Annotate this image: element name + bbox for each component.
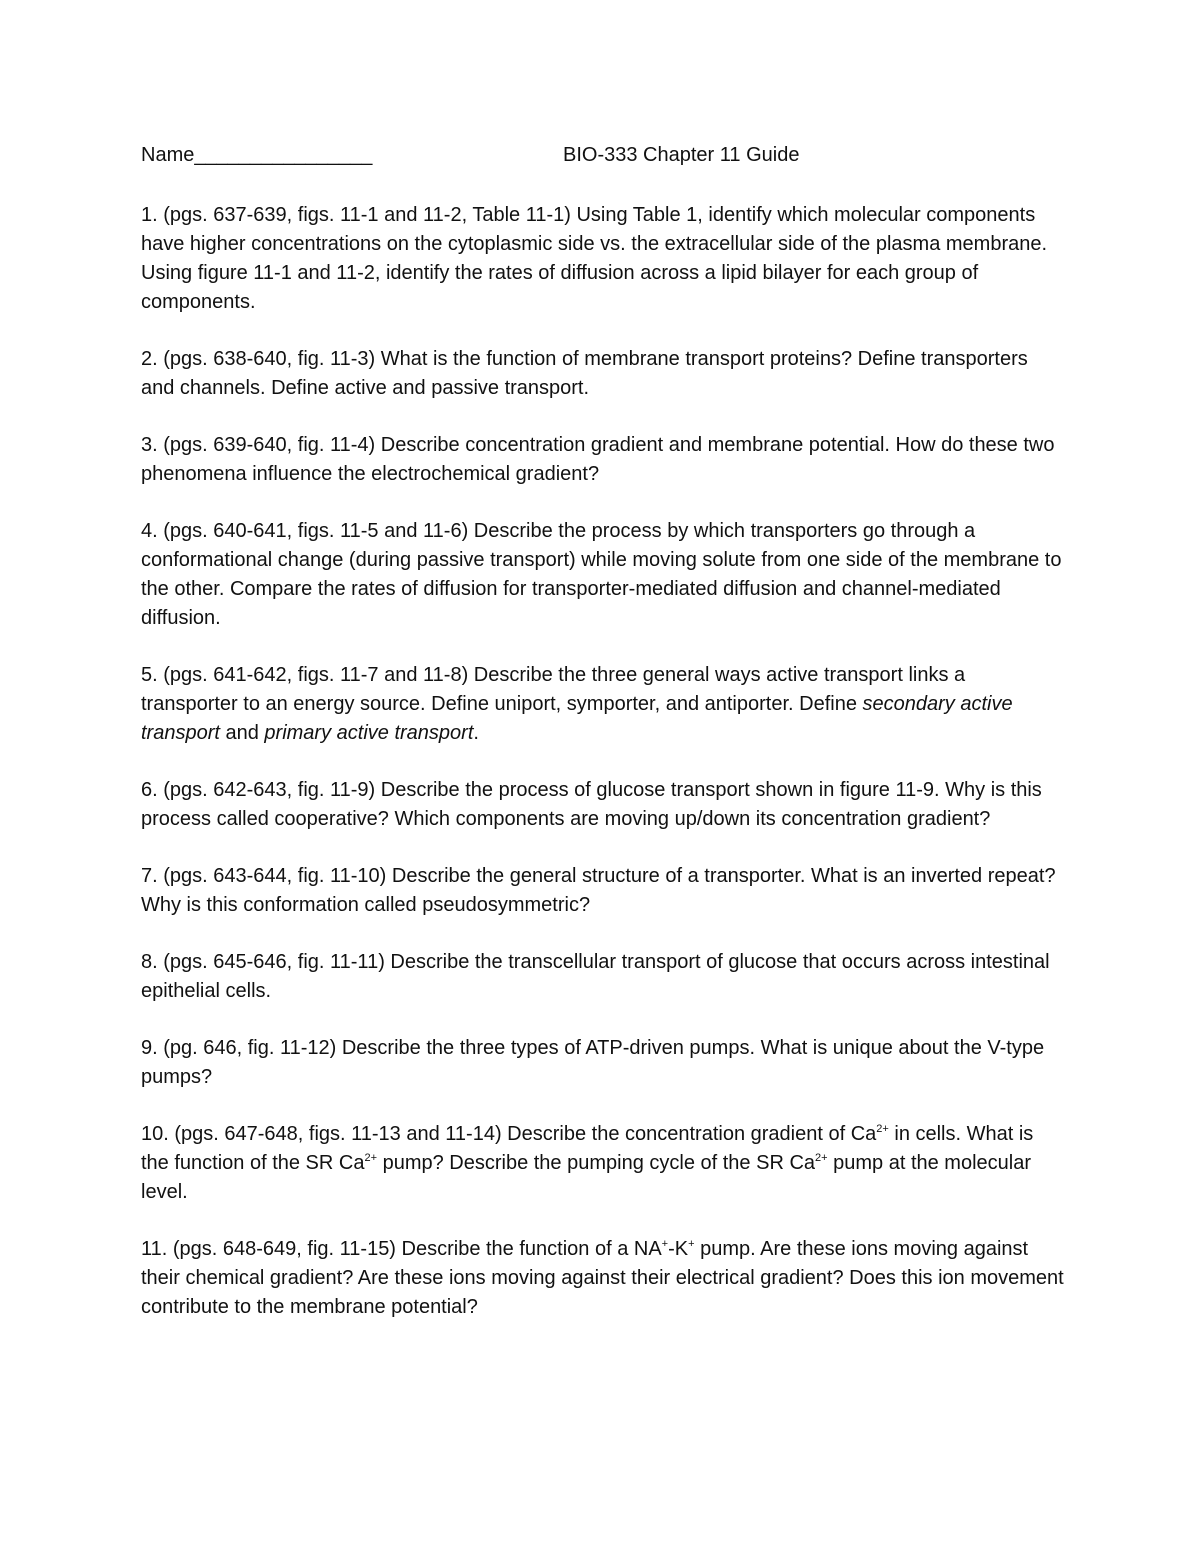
question-10-superscript-1: 2+ xyxy=(876,1123,889,1135)
question-10-superscript-2: 2+ xyxy=(364,1152,378,1164)
question-11-part-2: -K xyxy=(668,1238,689,1260)
question-11-superscript-2: + xyxy=(688,1238,695,1250)
question-10-part-3: pump? Describe the pumping cycle of the SR Ca xyxy=(377,1152,816,1174)
question-1: 1. (pgs. 637-639, figs. 11-1 and 11-2, Table 11-1) Using Table 1, identify which molecular components have higher concentrations on the cytoplasmic side vs. the extracellular side of the plasma membrane. Using figure 11-1 and 11-2, identify the rates of diffusion across a lipid bilayer for each group of components. xyxy=(141,204,1048,313)
question-7: 7. (pgs. 643-644, fig. 11-10) Describe the general structure of a transporter. What is an inverted repeat? Why is this conformation called pseudosymmetric? xyxy=(141,865,1056,916)
question-11-part-1: 11. (pgs. 648-649, fig. 11-15) Describe the function of a NA xyxy=(141,1238,662,1260)
question-11-superscript-1: + xyxy=(661,1238,669,1250)
document-header xyxy=(141,141,1066,171)
document-page xyxy=(141,141,1066,1342)
question-5-text-b: and xyxy=(219,722,265,744)
question-10-part-4: pump at the molecular level. xyxy=(141,1152,1031,1203)
question-10-superscript-3: 2+ xyxy=(815,1152,828,1164)
question-5 xyxy=(141,661,1066,748)
question-11-part-3: pump. Are these ions moving against their chemical gradient? Are these ions moving against their electrical gradient? Does this ion movement contribute to the membrane potential? xyxy=(141,1238,1064,1318)
question-10-part-2: in cells. What is the function of the SR Ca xyxy=(141,1123,1034,1174)
question-8: 8. (pgs. 645-646, fig. 11-11) Describe the transcellular transport of glucose that occurs across intestinal epithelial cells. xyxy=(141,951,1050,1002)
question-6: 6. (pgs. 642-643, fig. 11-9) Describe the process of glucose transport shown in figure 11-9. Why is this process called cooperative? Which components are moving up/down its concentration gradient? xyxy=(141,779,1042,830)
name-field-label: Name________________ xyxy=(141,144,373,166)
question-11 xyxy=(141,1235,1066,1322)
question-4: 4. (pgs. 640-641, figs. 11-5 and 11-6) Describe the process by which transporters go through a conformational change (during passive transport) while moving solute from one side of the membrane to the other. Compare the rates of diffusion for transporter-mediated diffusion and channel-mediated diffusion. xyxy=(141,520,1062,629)
question-5-italic-secondary: secondary active transport xyxy=(141,693,1013,744)
question-5-italic-primary: primary active transport xyxy=(264,722,474,744)
question-9: 9. (pg. 646, fig. 11-12) Describe the three types of ATP-driven pumps. What is unique about the V-type pumps? xyxy=(141,1037,1045,1088)
question-10 xyxy=(141,1120,1066,1207)
question-3: 3. (pgs. 639-640, fig. 11-4) Describe concentration gradient and membrane potential. How do these two phenomena influence the electrochemical gradient? xyxy=(141,434,1055,485)
question-5-text-a: 5. (pgs. 641-642, figs. 11-7 and 11-8) Describe the three general ways active transport links a transporter to an energy source. Define uniport, symporter, and antiporter. Define xyxy=(141,664,966,715)
question-10-part-1: 10. (pgs. 647-648, figs. 11-13 and 11-14) Describe the concentration gradient of Ca xyxy=(141,1123,877,1145)
question-2: 2. (pgs. 638-640, fig. 11-3) What is the function of membrane transport proteins? Define transporters and channels. Define active and passive transport. xyxy=(141,348,1028,399)
document-title: BIO-333 Chapter 11 Guide xyxy=(563,144,800,166)
question-5-text-c: . xyxy=(473,722,479,744)
